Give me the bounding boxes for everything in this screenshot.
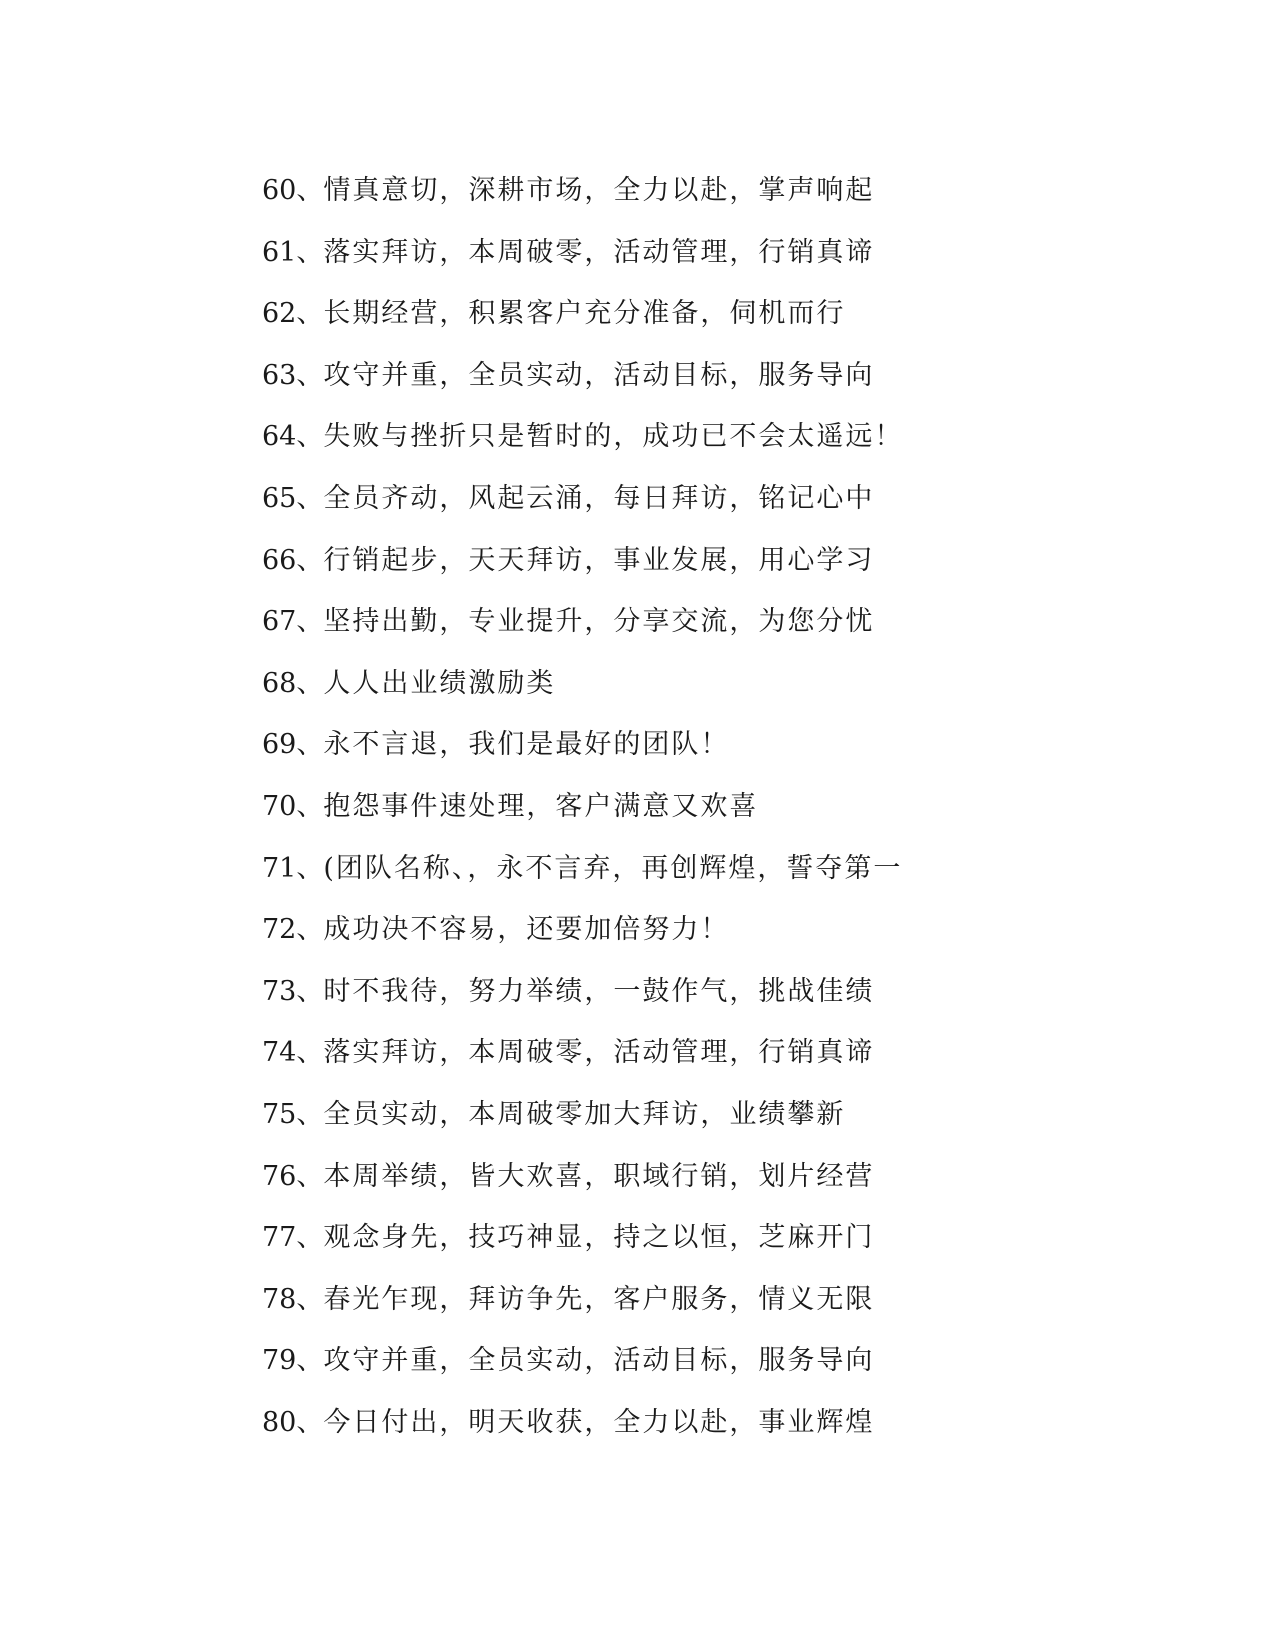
list-item: [262, 1269, 1062, 1331]
item-text: (团队名称、，永不言弃，再创辉煌，誓夺第一: [323, 852, 903, 884]
item-number: 79、: [262, 1345, 324, 1377]
list-item: [262, 653, 1062, 715]
list-item: [262, 1022, 1062, 1084]
list-item: [262, 160, 1062, 222]
list-item: [262, 591, 1062, 653]
list-item: [262, 530, 1062, 592]
item-number: 66、: [262, 544, 324, 576]
list-item: [262, 1330, 1062, 1392]
list-item: [262, 961, 1062, 1023]
list-item: [262, 468, 1062, 530]
item-text: 人人出业绩激励类: [323, 667, 556, 699]
item-number: 70、: [262, 790, 324, 822]
list-item: [262, 1207, 1062, 1269]
item-number: 78、: [262, 1283, 324, 1315]
item-text: 长期经营，积累客户充分准备，伺机而行: [323, 298, 846, 330]
item-text: 抱怨事件速处理，客户满意又欢喜: [323, 790, 759, 822]
item-text: 今日付出，明天收获，全力以赴，事业辉煌: [323, 1406, 875, 1438]
item-text: 坚持出勤，专业提升，分享交流，为您分忧: [323, 606, 875, 638]
item-number: 74、: [262, 1037, 324, 1069]
item-number: 69、: [262, 729, 324, 761]
item-number: 64、: [262, 421, 324, 453]
list-item: [262, 776, 1062, 838]
item-text: 失败与挫折只是暂时的，成功已不会太遥远！: [323, 421, 904, 453]
item-number: 62、: [262, 298, 324, 330]
item-number: 80、: [262, 1406, 324, 1438]
list-item: [262, 283, 1062, 345]
item-text: 落实拜访，本周破零，活动管理，行销真谛: [323, 236, 875, 268]
item-text: 时不我待，努力举绩，一鼓作气，挑战佳绩: [323, 975, 875, 1007]
list-item: [262, 345, 1062, 407]
list-item: [262, 222, 1062, 284]
item-number: 73、: [262, 975, 324, 1007]
list-item: [262, 1146, 1062, 1208]
list-item: [262, 714, 1062, 776]
list-item: [262, 1392, 1062, 1454]
item-number: 75、: [262, 1098, 324, 1130]
item-text: 情真意切，深耕市场，全力以赴，掌声响起: [323, 175, 875, 206]
item-text: 永不言退，我们是最好的团队！: [323, 729, 730, 761]
slogan-list: [262, 160, 1062, 1453]
item-number: 77、: [262, 1222, 324, 1254]
item-number: 72、: [262, 914, 324, 946]
list-item: [262, 838, 1062, 900]
item-text: 全员实动，本周破零加大拜访，业绩攀新: [323, 1098, 846, 1130]
item-text: 观念身先，技巧神显，持之以恒，芝麻开门: [323, 1222, 875, 1254]
item-text: 落实拜访，本周破零，活动管理，行销真谛: [323, 1037, 875, 1069]
item-number: 71、: [262, 852, 324, 884]
item-text: 本周举绩，皆大欢喜，职域行销，划片经营: [323, 1160, 875, 1192]
item-text: 成功决不容易，还要加倍努力！: [323, 914, 730, 946]
item-number: 61、: [262, 236, 324, 268]
item-text: 攻守并重，全员实动，活动目标，服务导向: [323, 359, 875, 391]
item-number: 76、: [262, 1160, 324, 1192]
item-text: 全员齐动，风起云涌，每日拜访，铭记心中: [323, 482, 875, 514]
list-item: [262, 1084, 1062, 1146]
list-item: [262, 899, 1062, 961]
list-item: [262, 406, 1062, 468]
item-number: 68、: [262, 667, 324, 699]
item-number: 65、: [262, 482, 324, 514]
item-number: 63、: [262, 359, 324, 391]
item-text: 攻守并重，全员实动，活动目标，服务导向: [323, 1345, 875, 1377]
item-number: 67、: [262, 606, 324, 638]
item-text: 春光乍现，拜访争先，客户服务，情义无限: [323, 1283, 875, 1315]
item-text: 行销起步，天天拜访，事业发展，用心学习: [323, 544, 875, 576]
item-number: 60、: [262, 175, 324, 206]
